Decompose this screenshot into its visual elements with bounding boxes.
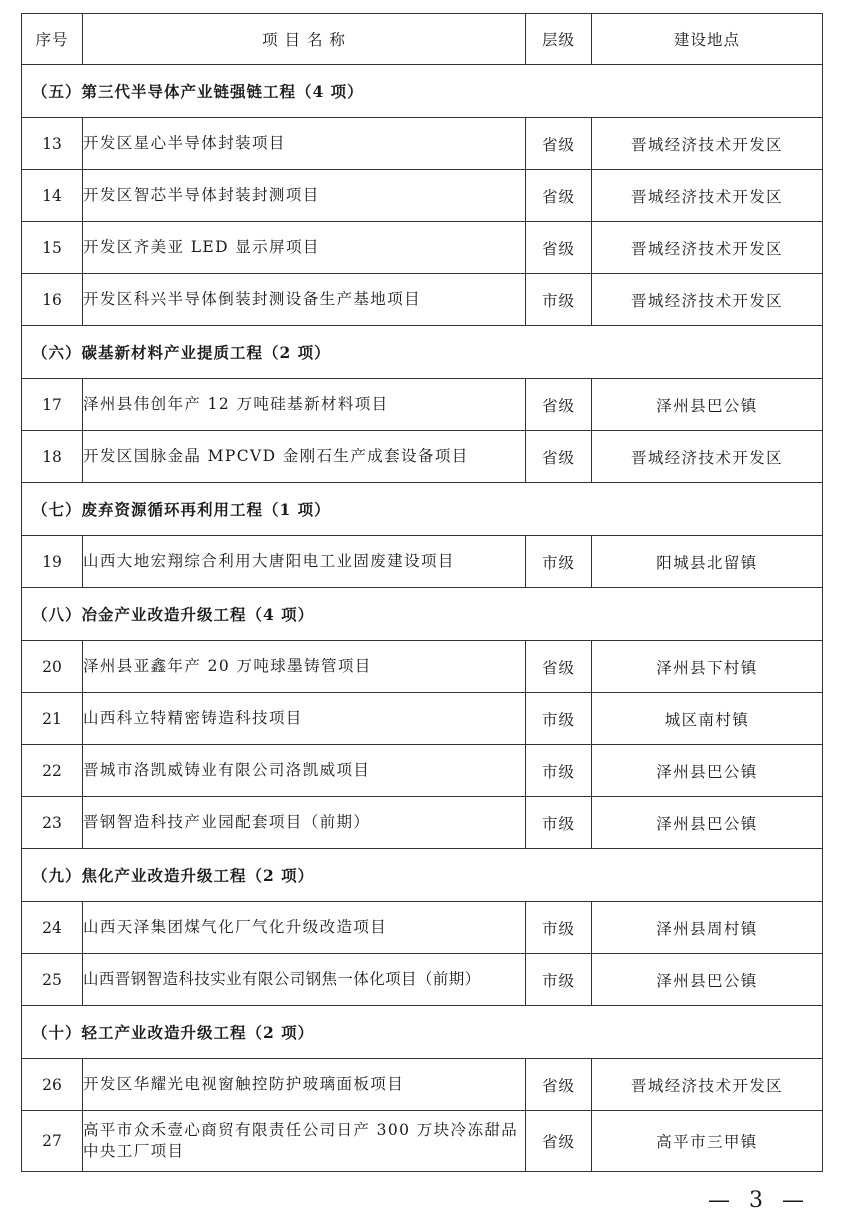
row-name: 高平市众禾壹心商贸有限责任公司日产 300 万块冷冻甜品中央工厂项目: [83, 1111, 526, 1172]
row-no: 26: [22, 1059, 83, 1111]
row-name: 山西大地宏翔综合利用大唐阳电工业固废建设项目: [83, 536, 526, 588]
row-location: 晋城经济技术开发区: [592, 170, 823, 222]
row-no: 15: [22, 222, 83, 274]
row-location: 晋城经济技术开发区: [592, 222, 823, 274]
row-no: 14: [22, 170, 83, 222]
row-level: 省级: [526, 170, 592, 222]
row-location: 晋城经济技术开发区: [592, 1059, 823, 1111]
row-no: 22: [22, 745, 83, 797]
table-row: [22, 797, 823, 849]
row-name: 开发区齐美亚 LED 显示屏项目: [83, 222, 526, 274]
section-row: [22, 326, 823, 379]
row-name: 晋钢智造科技产业园配套项目（前期）: [83, 797, 526, 849]
header-name: 项 目 名 称: [83, 14, 526, 65]
row-name: 开发区国脉金晶 MPCVD 金刚石生产成套设备项目: [83, 431, 526, 483]
row-name: 开发区星心半导体封装项目: [83, 118, 526, 170]
project-table: [21, 13, 823, 1172]
header-no: 序号: [22, 14, 83, 65]
row-location: 晋城经济技术开发区: [592, 431, 823, 483]
row-level: 市级: [526, 693, 592, 745]
table-row: [22, 902, 823, 954]
table-header-row: [22, 14, 823, 65]
table-row: [22, 170, 823, 222]
section-row: [22, 849, 823, 902]
row-level: 市级: [526, 797, 592, 849]
table-row: [22, 274, 823, 326]
row-level: 省级: [526, 1111, 592, 1172]
section-row: [22, 65, 823, 118]
row-name: 开发区智芯半导体封装封测项目: [83, 170, 526, 222]
section-title: （六）碳基新材料产业提质工程（2 项）: [22, 326, 823, 379]
row-level: 市级: [526, 745, 592, 797]
table-row: [22, 745, 823, 797]
section-title: （七）废弃资源循环再利用工程（1 项）: [22, 483, 823, 536]
section-row: [22, 588, 823, 641]
table-row: [22, 118, 823, 170]
page-number: — 3 —: [708, 1188, 810, 1213]
section-row: [22, 1006, 823, 1059]
table-row: [22, 222, 823, 274]
row-level: 省级: [526, 118, 592, 170]
row-level: 市级: [526, 274, 592, 326]
row-name: 开发区华耀光电视窗触控防护玻璃面板项目: [83, 1059, 526, 1111]
row-location: 阳城县北留镇: [592, 536, 823, 588]
row-no: 24: [22, 902, 83, 954]
row-no: 19: [22, 536, 83, 588]
row-location: 泽州县巴公镇: [592, 954, 823, 1006]
table-row: [22, 641, 823, 693]
table-row: [22, 1111, 823, 1172]
row-no: 23: [22, 797, 83, 849]
table-row: [22, 954, 823, 1006]
table-row: [22, 431, 823, 483]
table-row: [22, 379, 823, 431]
row-level: 省级: [526, 641, 592, 693]
row-no: 20: [22, 641, 83, 693]
row-level: 市级: [526, 902, 592, 954]
table-row: [22, 536, 823, 588]
row-no: 21: [22, 693, 83, 745]
row-name: 山西晋钢智造科技实业有限公司钢焦一体化项目（前期）: [83, 954, 526, 1006]
row-level: 市级: [526, 954, 592, 1006]
row-level: 省级: [526, 1059, 592, 1111]
table-row: [22, 1059, 823, 1111]
row-name: 山西天泽集团煤气化厂气化升级改造项目: [83, 902, 526, 954]
row-name: 晋城市洛凯威铸业有限公司洛凯威项目: [83, 745, 526, 797]
row-location: 泽州县周村镇: [592, 902, 823, 954]
row-no: 16: [22, 274, 83, 326]
row-location: 泽州县巴公镇: [592, 745, 823, 797]
row-level: 省级: [526, 379, 592, 431]
section-title: （十）轻工产业改造升级工程（2 项）: [22, 1006, 823, 1059]
row-no: 13: [22, 118, 83, 170]
row-name: 泽州县亚鑫年产 20 万吨球墨铸管项目: [83, 641, 526, 693]
row-level: 省级: [526, 222, 592, 274]
row-location: 高平市三甲镇: [592, 1111, 823, 1172]
row-location: 城区南村镇: [592, 693, 823, 745]
row-no: 18: [22, 431, 83, 483]
section-title: （八）冶金产业改造升级工程（4 项）: [22, 588, 823, 641]
table-row: [22, 693, 823, 745]
row-name: 山西科立特精密铸造科技项目: [83, 693, 526, 745]
row-location: 晋城经济技术开发区: [592, 274, 823, 326]
section-title: （九）焦化产业改造升级工程（2 项）: [22, 849, 823, 902]
row-name: 泽州县伟创年产 12 万吨硅基新材料项目: [83, 379, 526, 431]
section-title: （五）第三代半导体产业链强链工程（4 项）: [22, 65, 823, 118]
row-location: 泽州县下村镇: [592, 641, 823, 693]
row-no: 17: [22, 379, 83, 431]
row-level: 市级: [526, 536, 592, 588]
header-location: 建设地点: [592, 14, 823, 65]
row-location: 泽州县巴公镇: [592, 379, 823, 431]
row-location: 晋城经济技术开发区: [592, 118, 823, 170]
section-row: [22, 483, 823, 536]
row-location: 泽州县巴公镇: [592, 797, 823, 849]
header-level: 层级: [526, 14, 592, 65]
row-name: 开发区科兴半导体倒装封测设备生产基地项目: [83, 274, 526, 326]
row-no: 25: [22, 954, 83, 1006]
row-no: 27: [22, 1111, 83, 1172]
row-level: 省级: [526, 431, 592, 483]
